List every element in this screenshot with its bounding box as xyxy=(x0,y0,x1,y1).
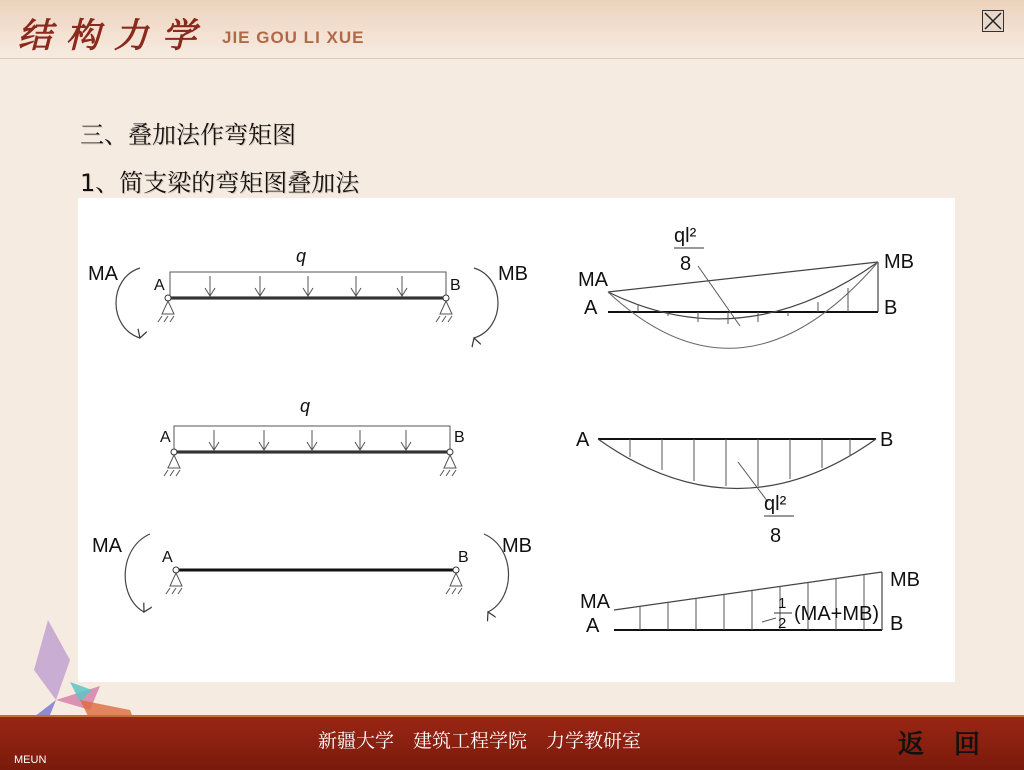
svg-text:q: q xyxy=(300,396,311,416)
label-q: q xyxy=(296,246,307,266)
svg-text:8: 8 xyxy=(680,253,692,275)
label-b: B xyxy=(450,277,461,294)
svg-text:A: A xyxy=(586,615,600,637)
svg-text:MB: MB xyxy=(884,251,914,273)
beam-distributed xyxy=(160,396,465,476)
svg-text:MA: MA xyxy=(92,535,122,557)
svg-text:2: 2 xyxy=(778,615,787,632)
bending-moment-figure xyxy=(78,198,955,682)
svg-text:MB: MB xyxy=(890,569,920,591)
svg-text:ql²: ql² xyxy=(764,493,787,515)
svg-text:MA: MA xyxy=(578,269,608,291)
label-mb: MB xyxy=(498,263,528,285)
subsection-heading: 1、简支梁的弯矩图叠加法 xyxy=(80,169,360,197)
menu-button[interactable]: MEUN xyxy=(14,754,47,766)
superposition-diagram xyxy=(78,198,955,682)
svg-text:MB: MB xyxy=(502,535,532,557)
svg-text:A: A xyxy=(584,297,598,319)
svg-text:MA: MA xyxy=(580,591,610,613)
svg-text:A: A xyxy=(160,429,171,446)
svg-text:B: B xyxy=(884,297,898,319)
title-bar xyxy=(0,0,1024,59)
section-heading: 三、叠加法作弯矩图 xyxy=(80,121,296,149)
back-button[interactable]: 返回 xyxy=(898,730,1011,760)
course-logo: 结构力学 xyxy=(18,16,210,56)
diagram-linear xyxy=(580,569,920,637)
label-ma: MA xyxy=(88,263,118,285)
svg-text:B: B xyxy=(880,429,894,451)
svg-text:B: B xyxy=(458,549,469,566)
diagram-combined xyxy=(578,225,914,348)
svg-text:1: 1 xyxy=(778,595,787,612)
svg-text:(MA+MB): (MA+MB) xyxy=(794,603,879,625)
svg-text:B: B xyxy=(890,613,904,635)
svg-text:A: A xyxy=(162,549,173,566)
beam-combined xyxy=(88,246,528,338)
svg-text:8: 8 xyxy=(770,525,782,547)
svg-text:ql²: ql² xyxy=(674,225,697,247)
svg-text:B: B xyxy=(454,429,465,446)
close-button[interactable] xyxy=(982,10,1004,32)
course-logo-pinyin: JIE GOU LI XUE xyxy=(222,28,365,47)
svg-text:A: A xyxy=(576,429,590,451)
diagram-parabola xyxy=(576,429,893,547)
footer-org-text: 新疆大学 建筑工程学院 力学教研室 xyxy=(318,730,642,752)
close-icon xyxy=(983,11,1003,31)
label-a: A xyxy=(154,277,165,294)
